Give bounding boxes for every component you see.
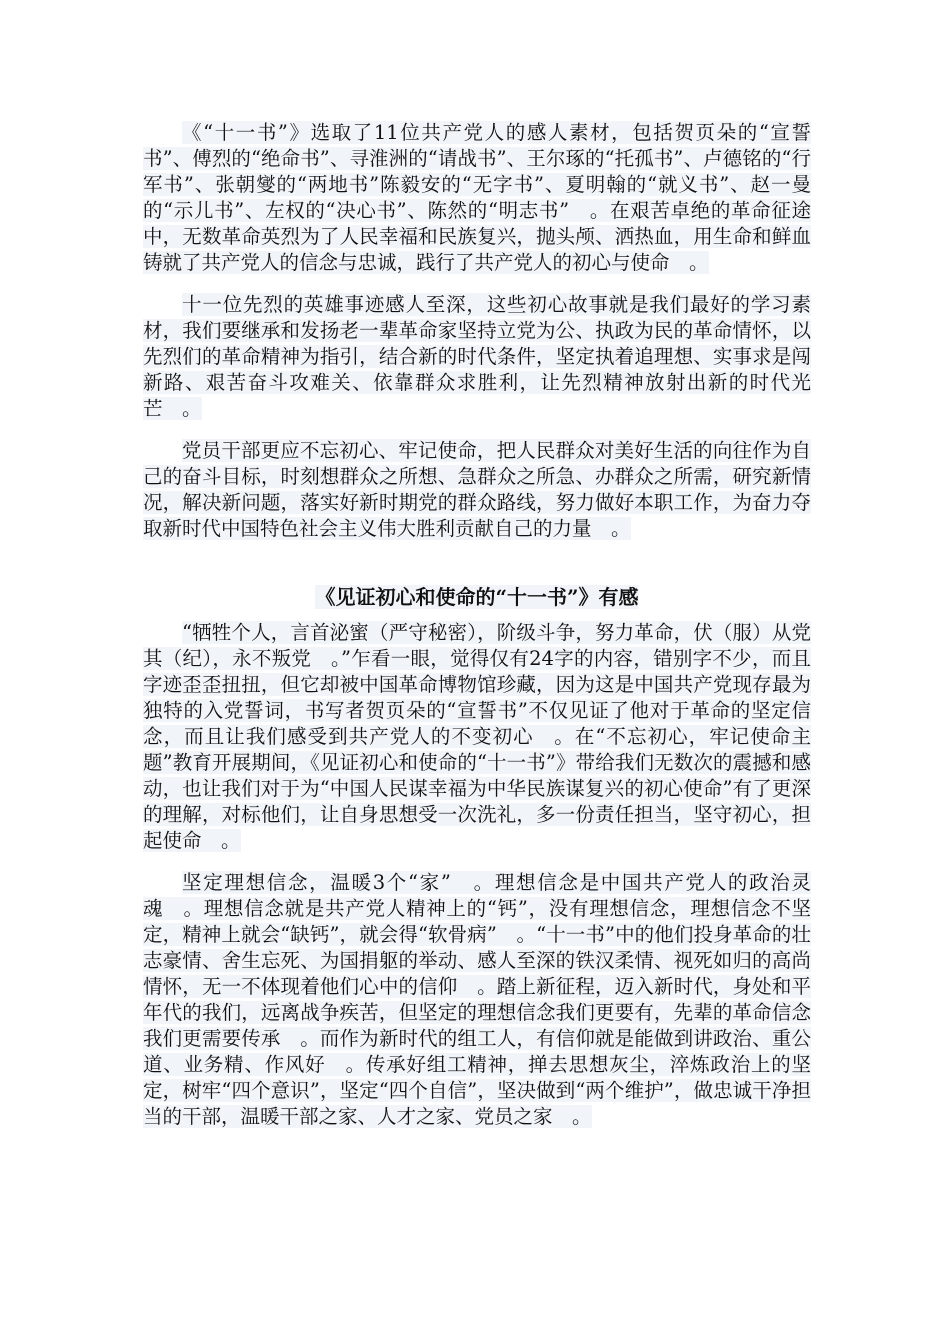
paragraph-ideals-belief [143, 870, 811, 1130]
paragraph-text: 《“十一书”》选取了11位共产党人的感人素材，包括贺页朵的“宣誓书”、傅烈的“绝命书”、寻淮洲的“请战书”、王尔琢的“托孤书”、卢德铭的“行军书”、张朝燮的“两地书”陈毅安的“无字书”、夏明翰的“就义书”、赵一曼的“示儿书”、左权的“决心书”、陈然的“明志书” 。在艰苦卓绝的革命征途中，无数革命英烈为了人民幸福和民族复兴，抛头颅、洒热血，用生命和鲜血铸就了共产党人的信念与忠诚，践行了共产党人的初心与使命 。 [143, 121, 811, 274]
paragraph-text: 坚定理想信念，温暖3个“家” 。理想信念是中国共产党人的政治灵魂 。理想信念就是共产党人精神上的“钙”，没有理想信念，理想信念不坚定，精神上就会“缺钙”，就会得“软骨病” 。“十一书”中的他们投身革命的壮志豪情、舍生忘死、为国捐躯的举动、感人至深的铁汉柔情、视死如归的高尚情怀，无一不体现着他们心中的信仰 。踏上新征程，迈入新时代，身处和平年代的我们，远离战争疾苦，但坚定的理想信念我们更要有，先辈的革命信念我们更需要传承 。而作为新时代的组工人，有信仰就是能做到讲政治、重公道、业务精、作风好 。传承好组工精神，掸去思想灰尘，淬炼政治上的坚定，树牢“四个意识”，坚定“四个自信”，坚决做到“两个维护”，做忠诚干净担当的干部，温暖干部之家、人才之家、党员之家 。 [143, 871, 811, 1128]
paragraph-martyrs-inspiration [143, 292, 811, 422]
heading-text: 《见证初心和使命的“十一书”》有感 [315, 585, 639, 609]
paragraph-oath-letter [143, 620, 811, 854]
document-page [143, 120, 811, 1130]
section-heading [143, 582, 811, 612]
paragraph-text: 党员干部更应不忘初心、牢记使命，把人民群众对美好生活的向往作为自己的奋斗目标，时刻想群众之所想、急群众之所急、办群众之所需，研究新情况，解决新问题，落实好新时期党的群众路线，努力做好本职工作，为奋力夺取新时代中国特色社会主义伟大胜利贡献自己的力量 。 [143, 439, 811, 540]
paragraph-text: 十一位先烈的英雄事迹感人至深，这些初心故事就是我们最好的学习素材，我们要继承和发扬老一辈革命家坚持立党为公、执政为民的革命情怀，以先烈们的革命精神为指引，结合新的时代条件，坚定执着追理想、实事求是闯新路、艰苦奋斗攻难关、依靠群众求胜利，让先烈精神放射出新的时代光芒 。 [143, 293, 811, 420]
paragraph-text: “牺牲个人，言首泌蜜（严守秘密），阶级斗争，努力革命，伏（服）从党其（纪），永不叛党 。”乍看一眼，觉得仅有24字的内容，错别字不少，而且字迹歪歪扭扭，但它却被中国革命博物馆珍藏，因为这是中国共产党现存最为独特的入党誓词，书写者贺页朵的“宣誓书”不仅见证了他对于革命的坚定信念，而且让我们感受到共产党人的不变初心 。在“不忘初心，牢记使命主题”教育开展期间，《见证初心和使命的“十一书”》带给我们无数次的震撼和感动，也让我们对于为“中国人民谋幸福为中华民族谋复兴的初心使命”有了更深的理解，对标他们，让自身思想受一次洗礼，多一份责任担当，坚守初心，担起使命 。 [143, 621, 811, 852]
paragraph-party-cadres [143, 438, 811, 542]
paragraph-eleven-letters-intro [143, 120, 811, 276]
